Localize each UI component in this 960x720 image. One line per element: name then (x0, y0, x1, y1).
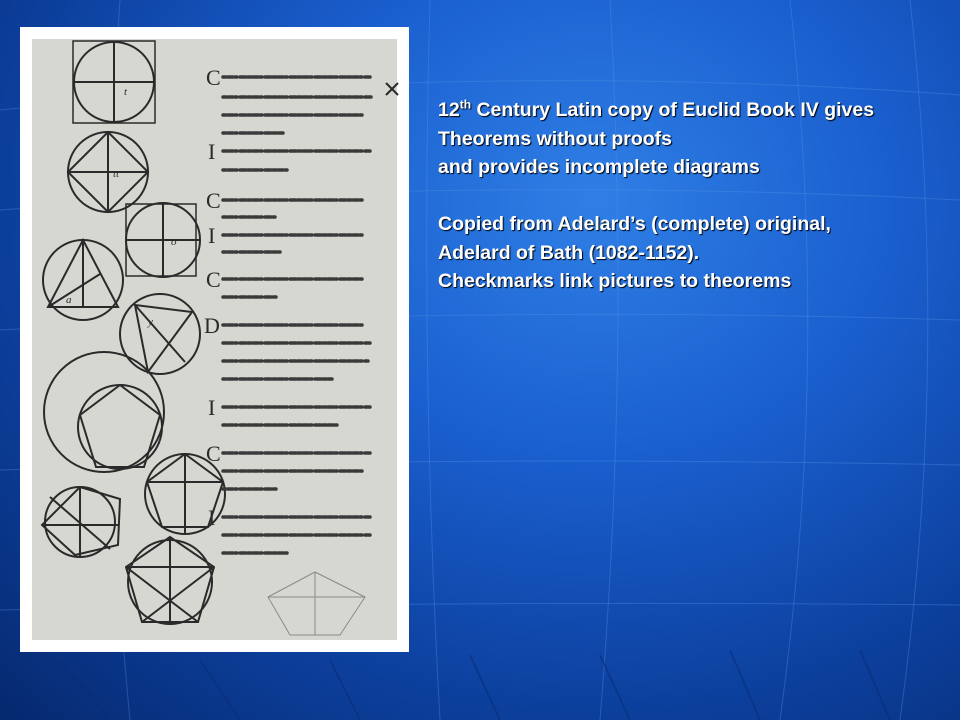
manuscript-initial: I (208, 505, 216, 530)
manuscript-initial: C (206, 188, 221, 213)
caption-line-2: Theorems without proofs (438, 127, 672, 150)
caption-title-line (438, 96, 948, 125)
caption-title-superscript: th (459, 97, 472, 112)
caption-spacer (438, 182, 948, 211)
caption-text (438, 96, 948, 296)
manuscript-initial: I (208, 139, 216, 164)
manuscript-initial: C (206, 65, 221, 90)
caption-line-3: and provides incomplete diagrams (438, 156, 760, 178)
manuscript-initial: I (208, 395, 216, 420)
manuscript-initial: C (206, 441, 221, 466)
caption-title-number: 12 (438, 99, 460, 121)
caption-line-6: Checkmarks link pictures to theorems (438, 270, 792, 292)
manuscript-image (20, 27, 409, 652)
figure-label: tt (113, 168, 120, 180)
figure-label: t (124, 86, 128, 98)
manuscript-initial: I (208, 223, 216, 248)
caption-title-rest: Century Latin copy of Euclid Book IV gives (471, 99, 875, 121)
figure-label: a (66, 294, 72, 306)
figure-label: y (148, 316, 153, 328)
manuscript-initial: C (206, 267, 221, 292)
caption-line-5: Adelard of Bath (1082-1152). (438, 241, 700, 264)
manuscript-initial: D (204, 313, 220, 338)
caption-line-4: Copied from Adelard’s (complete) original, (438, 213, 831, 235)
figure-label: o (171, 236, 177, 248)
